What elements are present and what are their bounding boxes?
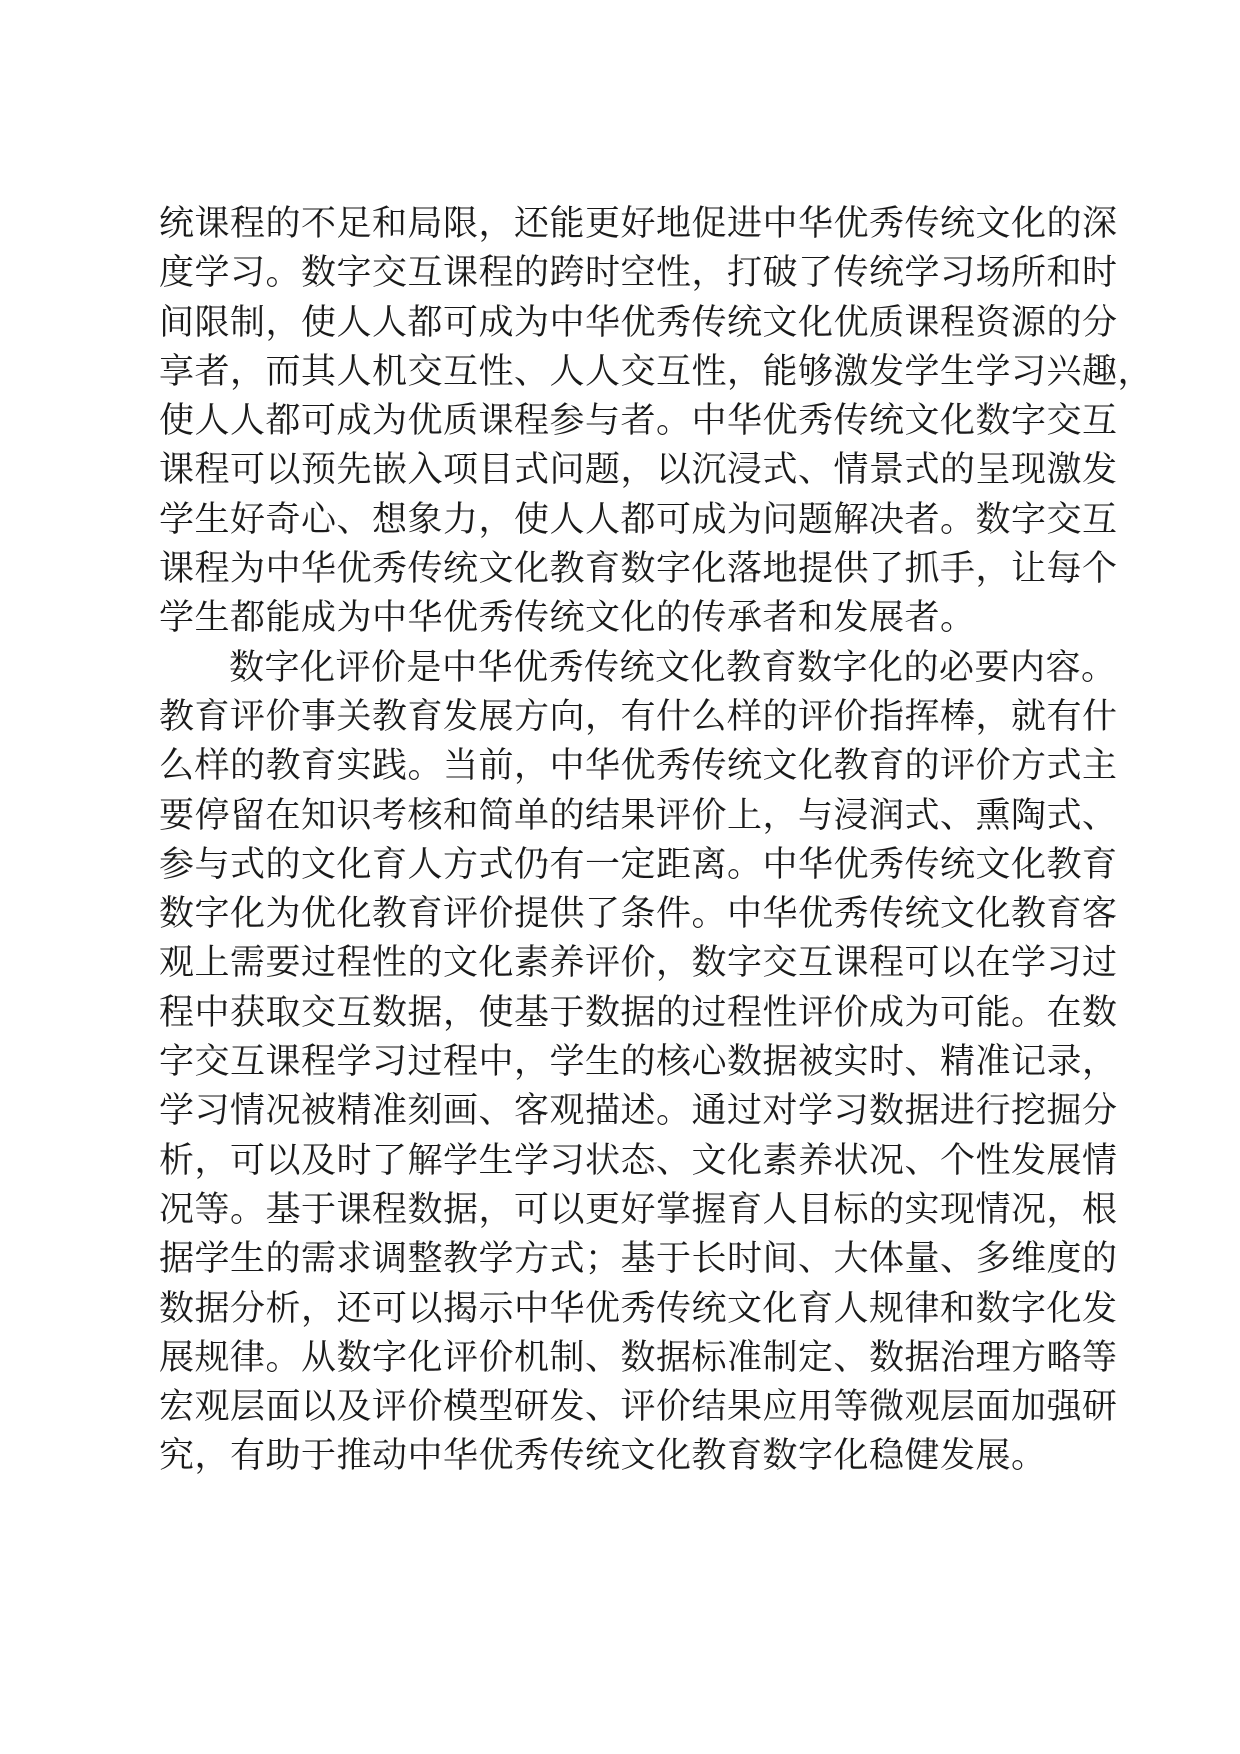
text-line: 课程可以预先嵌入项目式问题，以沉浸式、情景式的呈现激发 — [159, 450, 1118, 491]
text-line: 宏观层面以及评价模型研发、评价结果应用等微观层面加强研 — [159, 1387, 1118, 1428]
text-line: 教育评价事关教育发展方向，有什么样的评价指挥棒，就有什 — [159, 696, 1118, 737]
paragraph-2 — [159, 644, 1118, 1482]
text-line: 使人人都可成为优质课程参与者。中华优秀传统文化数字交互 — [159, 401, 1118, 442]
text-line: 间限制，使人人都可成为中华优秀传统文化优质课程资源的分 — [159, 302, 1118, 343]
text-line: 据学生的需求调整教学方式；基于长时间、大体量、多维度的 — [159, 1239, 1118, 1280]
text-line: 析，可以及时了解学生学习状态、文化素养状况、个性发展情 — [159, 1140, 1118, 1181]
text-line: 数字化为优化教育评价提供了条件。中华优秀传统文化教育客 — [159, 894, 1118, 935]
text-line: 数据分析，还可以揭示中华优秀传统文化育人规律和数字化发 — [159, 1288, 1118, 1329]
text-line: 课程为中华优秀传统文化教育数字化落地提供了抓手，让每个 — [159, 549, 1118, 590]
text-line: 学习情况被精准刻画、客观描述。通过对学习数据进行挖掘分 — [159, 1091, 1118, 1132]
text-line: 观上需要过程性的文化素养评价，数字交互课程可以在学习过 — [159, 943, 1118, 984]
text-line: 数字化评价是中华优秀传统文化教育数字化的必要内容。 — [229, 647, 1117, 688]
paragraph-1 — [159, 200, 1154, 644]
text-line: 究，有助于推动中华优秀传统文化教育数字化稳健发展。 — [159, 1436, 1047, 1477]
text-line: 况等。基于课程数据，可以更好掌握育人目标的实现情况，根 — [159, 1189, 1118, 1230]
text-line: 要停留在知识考核和简单的结果评价上，与浸润式、熏陶式、 — [159, 795, 1118, 836]
text-line: 统课程的不足和局限，还能更好地促进中华优秀传统文化的深 — [159, 204, 1118, 244]
text-line: 展规律。从数字化评价机制、数据标准制定、数据治理方略等 — [159, 1337, 1118, 1378]
text-line: 程中获取交互数据，使基于数据的过程性评价成为可能。在数 — [159, 992, 1118, 1033]
text-line: 学生都能成为中华优秀传统文化的传承者和发展者。 — [159, 598, 976, 639]
body-text — [159, 200, 1154, 1482]
text-line: 享者，而其人机交互性、人人交互性，能够激发学生学习兴趣， — [159, 351, 1154, 392]
text-line: 么样的教育实践。当前，中华优秀传统文化教育的评价方式主 — [159, 746, 1118, 787]
text-line: 学生好奇心、想象力，使人人都可成为问题解决者。数字交互 — [159, 499, 1118, 540]
text-line: 字交互课程学习过程中，学生的核心数据被实时、精准记录， — [159, 1042, 1118, 1083]
text-line: 参与式的文化育人方式仍有一定距离。中华优秀传统文化教育 — [159, 844, 1118, 885]
text-line: 度学习。数字交互课程的跨时空性，打破了传统学习场所和时 — [159, 253, 1118, 294]
